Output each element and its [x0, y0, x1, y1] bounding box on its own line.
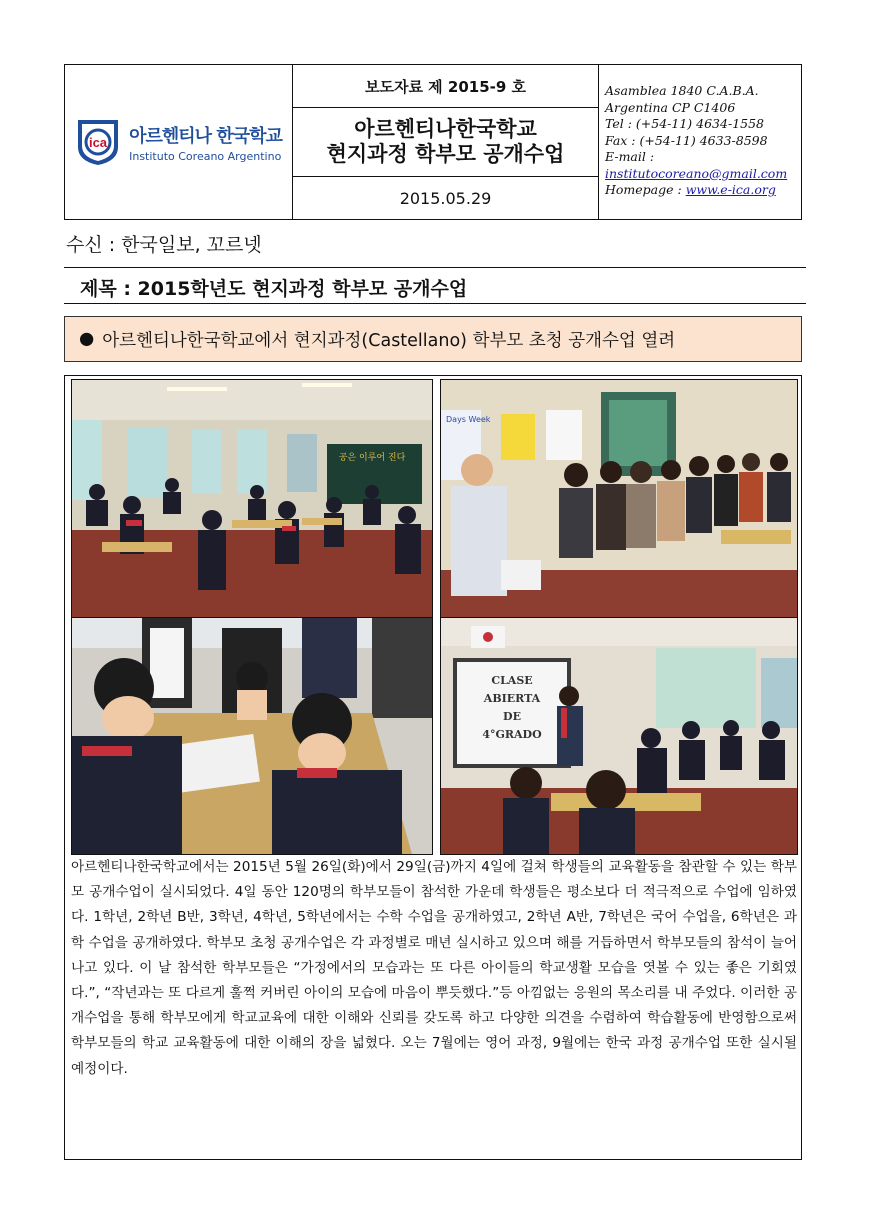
school-logo: [65, 65, 293, 219]
school-name-korean: 아르헨티나 한국학교: [129, 125, 282, 147]
photo-children-at-table: [71, 617, 433, 855]
bullet-icon: ●: [79, 329, 95, 349]
article-body: 아르헨티나한국학교에서는 2015년 5월 26일(화)에서 29일(금)까지 4일에 걸쳐 학생들의 교육활동을 참관할 수 있는 학부모 공개수업이 실시되었다. 4일 동안 120명의 학부모들이 참석한 가운데 학생들은 평소보다 더 적극적으로 수업에 임하였다. 1학년, 2학년 B반, 3학년, 4학년, 5학년에서는 수학 수업을 공개하였고, 2학년 A반, 7학년은 국어 수업을, 6학년은 과학 수업을 공개하였다. 학부모 초청 공개수업은 각 과정별로 매년 실시하고 있으며 해를 거듭하면서 학부모들의 참석이 늘어나고 있다. 이 날 참석한 학부모들은 “가정에서의 모습과는 또 다른 아이들의 학교생활 모습을 엿볼 수 있는 좋은 기회였다.”, “작년과는 또 다르게 훌쩍 커버린 아이의 모습에 마음이 뿌듯했다.”등 아낌없는 응원의 목소리를 내 주었다. 이러한 공개수업을 통해 학부모에게 학교교육에 대한 이해와 신뢰를 갖도록 하고 다양한 의견을 수렴하여 학습활동에 반영함으로써 학부모들의 학교 교육활동에 대한 이해의 장을 넓혔다. 오는 7월에는 영어 과정, 9월에는 한국 과정 공개수업 또한 실시될 예정이다.: [71, 859, 797, 1077]
recipient-line: 수신 : 한국일보, 꼬르넷: [66, 234, 262, 256]
days-of-week-poster: Days Week: [446, 415, 491, 424]
photo-presentation: [440, 617, 798, 855]
email-label: E-mail :: [605, 149, 655, 164]
board-caption: 공은 이루어 진다: [338, 453, 406, 463]
divider-top: [64, 267, 806, 268]
homepage-label: Homepage :: [605, 182, 682, 197]
slide-line-3: DE: [503, 710, 521, 723]
highlight-text: 아르헨티나한국학교에서 현지과정(Castellano) 학부모 초청 공개수업 열려: [102, 330, 676, 351]
release-title-line2: 현지과정 학부모 공개수업: [326, 142, 565, 166]
address-line2: Argentina CP C1406: [605, 99, 736, 115]
school-name-spanish: Instituto Coreano Argentino: [129, 149, 282, 163]
slide-line-1: CLASE: [491, 674, 533, 687]
release-title: [293, 108, 598, 177]
address-line1: Asamblea 1840 C.A.B.A.: [605, 83, 759, 98]
homepage-link[interactable]: www.e-ica.org: [685, 182, 776, 197]
content-box: [64, 375, 802, 1160]
tel: Tel : (+54-11) 4634-1558: [605, 116, 765, 131]
photo-parents-seated: [440, 379, 798, 618]
slide-line-2: ABIERTA: [483, 692, 541, 705]
photo-classroom-students: [71, 379, 433, 618]
emblem-letters: ica: [89, 135, 108, 150]
press-release-header: [64, 64, 802, 220]
divider-bottom: [64, 303, 806, 304]
highlight-box: [64, 316, 802, 362]
release-date: 2015.05.29: [399, 188, 492, 208]
email-link[interactable]: institutocoreano@gmail.com: [605, 165, 788, 181]
school-emblem-icon: [75, 117, 121, 167]
slide-line-4: 4°GRADO: [482, 728, 542, 741]
subject-line: 제목 : 2015학년도 현지과정 학부모 공개수업: [80, 278, 468, 300]
contact-info: [599, 65, 801, 219]
fax: Fax : (+54-11) 4633-8598: [605, 132, 768, 148]
release-title-line1: 아르헨티나한국학교: [354, 117, 537, 141]
release-number: 보도자료 제 2015-9 호: [293, 65, 598, 108]
